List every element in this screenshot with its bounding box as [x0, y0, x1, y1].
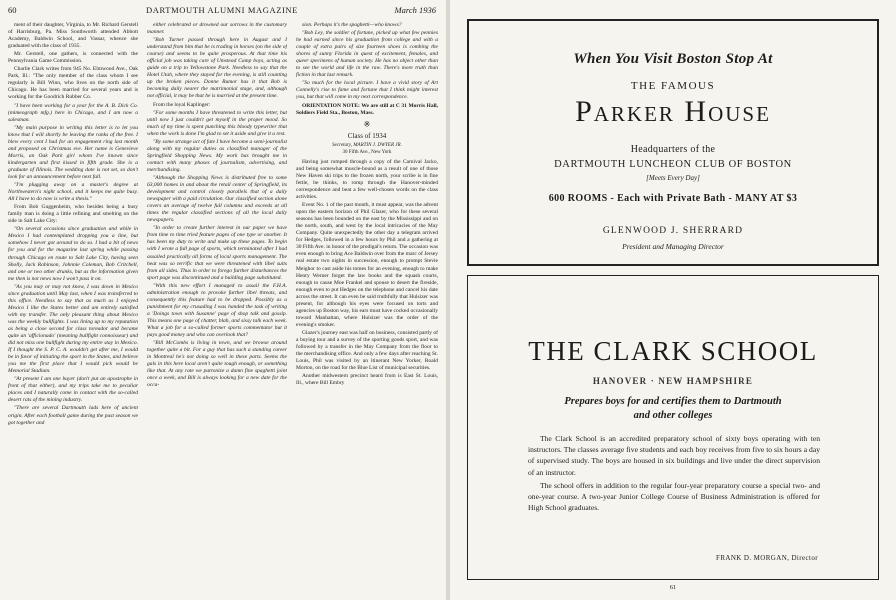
- article-paragraph: "Although the Shopping News is distributed free to some 63,000 homes in and about the retail center of Springfield, its development and control closely parallels that of a daily newspaper with a paid circulation. Our classified section alone covers an average of twelve full columns and exceeds at all times the regular classified sections of all the local daily newspapers.: [147, 174, 287, 224]
- text-column-3: [296, 22, 438, 596]
- article-paragraph: "For some months I have threatened to write this letter, but until now I just couldn't get myself in the proper mood. So much of my time is spent punching this bloody typewriter that when the work is done I'm glad to set it aside and give it a rest.: [147, 109, 287, 137]
- article-paragraph: sion. Perhaps it's the spaghetti—who knows?: [302, 22, 402, 28]
- article-paragraph: Secretary, MARTIN J. DWYER JR.: [332, 142, 402, 148]
- school-name: THE CLARK SCHOOL: [528, 336, 818, 366]
- article-paragraph: "At present I am one buyer (don't put an apostrophe in front of that either), and my trips take me to peculiar places and I naturally come in contact with the so-called desert rats of the mining industry.: [8, 376, 138, 404]
- article-paragraph: From Bob Guggenheim, who besides being a busy family man is doing a little refining and smelting on the side in Salt Lake City:: [8, 204, 138, 225]
- right-page: [450, 0, 896, 600]
- article-paragraph: Glazer's journey east was half on business, consisted partly of a buying tour and a survey of the sporting goods sport, and was followed by a transfer in the May Company from the floor to the merchandising office. And only a few days after reaching St. Louis, Phil was visited by an itinerant New Yorker, Roald Morton, on the road for the Blue List of municipal securities.: [296, 329, 438, 372]
- article-paragraph: "There are several Dartmouth lads here of ancient origin. After each football game during the past season we got together and: [8, 405, 138, 426]
- manager-name: GLENWOOD J. SHERRARD: [602, 226, 744, 236]
- article-paragraph: "With this new effort I managed to assail the F.H.A. administration enough to provoke further libel threats, and consequently this feature had to be dropped. Possibly as a punishment for my crusading I was handed the task of writing a 'Doings town with Susanne' page of shop talk and gossip. This means one page of chatter, blah, and sissy talk each week. What a job for a so-called former sports commentator but it pays good money and who can overlook that?: [147, 282, 287, 339]
- running-head: [8, 5, 436, 19]
- article-paragraph: "By some strange act of fate I have become a semi-journalist along with my regular duties as classified manager of the Springfield Shopping News. My work has brought me in contact with many phases of journalism, advertising, and merchandising.: [147, 138, 287, 173]
- text-column-1: [8, 22, 138, 596]
- school-tagline-2: and other colleges: [633, 410, 713, 421]
- school-paragraph-2: The school offers in addition to the regular four-year preparatory course a special two- and one-year course. A two-year Junior College Course of Business Administration is offered for High School graduates.: [528, 480, 820, 513]
- ad-the-famous: THE FAMOUS: [630, 80, 716, 92]
- clark-school-ad: [467, 275, 879, 580]
- article-paragraph: "I'm plugging away on a master's degree at Northwestern's night school, and it keeps me quite busy. All I have to do now is write a thesis.": [8, 182, 138, 203]
- school-director: FRANK D. MORGAN, Director: [716, 554, 818, 562]
- article-paragraph: Mr. Gerstell, one gathers, is connected with the Pennsylvania Game Commission.: [8, 51, 138, 65]
- article-paragraph: 30 Fifth Ave., New York: [342, 149, 392, 155]
- article-paragraph: Event No. 1 of the past month, it must appear, was the advent upon the eastern horizon of Phil Glazer, who for these several seasons has been bounded on the east by the Mississippi and on the north, south, and west by the local intricacies of the May Company. Quite unexpectedly the other day a telegram arrived for Hedges, followed in a few hours by Phil and a gathering at 30 Fifth Ave. in honor of the prodigal's return. The occasion was even enough to bring Ace Baldwin over from the marc of Jersey real estate two nights in succession, enough to prompt Stevie Meighor to cast aside his tomes for an evening, enough to make Henry Werner forget the law books and the squash courts, enough to cause Moe Frankel and spouse to desert the fireside, enough even to put Hedges on the telephone and cancel his date across the street. It can even be said truthfully that Hulsizer was present, for although his eyes were focused on torts and agencies up Boston way, his ears must have cocked occasionally toward Manhattan, where Hulsizer was the order of the evening's smoker.: [296, 202, 438, 328]
- article-paragraph: Class of 1934: [347, 131, 387, 140]
- left-page: [0, 0, 446, 600]
- ad-headline: When You Visit Boston Stop At: [573, 51, 773, 67]
- article-paragraph: "My main purpose in writing this letter is to let you know that I will shortly be leaving the ranks of the free. I blew every cent I had for an engagement ring last month and proposed on Christmas eve. Her name is Genevieve Morris, an Oak Park girl whom I've known since kindergarten and first kissed in fifth grade. She is a graduate of Illinois. The wedding date is not set, so don't look for an announcement before next fall.: [8, 124, 138, 180]
- issue-date: March 1936: [394, 5, 436, 15]
- page-number: 60: [8, 5, 17, 15]
- article-paragraph: "Bob Ley, the soldier of fortune, picked up what few pennies he had earned since his graduation from college and with a couple of extra pairs of size fourteen shoes is combing the shores of sunny Florida in quest of excitement, females, and queer specimens of human society. He has no object other than to see the world and life in the raw. There's more truth than fiction in that last remark.: [296, 30, 438, 79]
- manager-title: President and Managing Director: [622, 242, 724, 251]
- article-paragraph: "So much for the local picture. I have a vivid story of Art Connelly's rise to fame and fortune that I think might interest you, but that will come in my next correspondence.: [296, 80, 438, 101]
- article-paragraph: ment of their daughter, Virginia, to Mr. Richard Gerstell of Harrisburg, Pa. Miss Southworth attended Abbott Academy, Baldwin School, and Vassar, whence she graduated with the class of 1935.: [8, 22, 138, 50]
- article-paragraph: "As you may or may not know, I was down in Mexico since graduation until May last, when I was transferred to this office. Needless to say that as much as I enjoyed Mexico I like the States better and am entirely satisfied with my transfer. The only pleasant thing about Mexico was the weekly bullfights. I was lining up to my reputation as being a close second for class toreador and became quite an 'afficionado' (meaning bullfight connoisseur) and did not miss one bullfight during my entire stay in Mexico. If I thought the S. P. C. A. wouldn't get after me, I would be in favor of initiating the sport in the States, and believe you me the first place that I would pick would be Memorial Stadium.: [8, 283, 138, 375]
- magazine-title: DARTMOUTH ALUMNI MAGAZINE: [146, 5, 298, 15]
- article-paragraph: Another midwestern precinct heard from is East St. Louis, Ill., where Bill Embry: [296, 373, 438, 387]
- school-paragraph-1: The Clark School is an accredited preparatory school of sixty boys operating with ten instructors. The classes average five students and each boy receives from five to six hours a day of supervised study. The boys are housed in six buildings and live under the direct supervision of an instructor.: [528, 434, 820, 477]
- article-paragraph: From the loyal Kaplinger:: [153, 101, 211, 108]
- article-paragraph: "I have been working for a year for the A. B. Dick Co. (mimeograph mfg.) here in Chicago, and I am now a salesman.: [8, 102, 138, 123]
- meets-note: [Meets Every Day]: [646, 174, 700, 182]
- rooms-line: 600 ROOMS - Each with Private Bath - MANY AT $3: [548, 193, 798, 204]
- article-paragraph: "Bob Turner passed through here in August and I understand from him that he is trading in horses (on the side of course) and seems to be quite prosperous. At that time his official job was taking care of Umstead Camp boys, acting as guide on a trip to Yellowstone Park. Needless to say that the Hotel Utah, where they stayed for the evening, is still counting up the broken pieces. Donne Rumor has it that Bob is becoming daily nearer the matrimonial stage, and, although not official, it may be that he is married at the present time.: [147, 37, 287, 100]
- page-number-right: 61: [669, 584, 677, 591]
- headquarters-line: Headquarters of the: [630, 144, 716, 155]
- article-paragraph: "Bill McCombs is living in town, and we browse around together quite a bit. For a guy that has such a standing career in Montreal he's not doing so well in these parts. Seems the gals in this here local aren't quite tough enough, or something like that. At any rate we patronize a damn fine spaghetti joint once a week, and Bill is always looking for a new date for the occa-: [147, 340, 287, 389]
- club-name: DARTMOUTH LUNCHEON CLUB OF BOSTON: [554, 159, 792, 170]
- article-paragraph: "On several occasions since graduation and while in Mexico I had contemplated dropping you a line, but somehow I never got around to do so. I had a bit of news for you and for the magazine last spring while passing through Chicago en route to Salt Lake City, having seen Sholly, Jack Robinson, Johnnie Coleman, Bob Critchell, and one or two other drunks, but as the information given me then is not news now I won't pass it on.: [8, 226, 138, 282]
- text-column-2: [147, 22, 287, 596]
- article-paragraph: ORIENTATION NOTE: We are still at C 31 Morris Hall, Soldiers Field Sta., Boston, Mass.: [296, 102, 438, 116]
- article-paragraph: either celebrated or drowned our sorrows in the customary manner.: [147, 22, 287, 36]
- article-paragraph: "In order to create further interest in our paper we have from time to time tried feature pages of one type or another. It has been my duty to write and make up these pages. To begin with I wrote a full page of sports, which terminated after I had assailed practically all forms of local sports management. The heat was so terrific that we were threatened with libel suits from all sides. Thus in order to forego further disturbances the sport page was discontinued and a building page substituted.: [147, 225, 287, 281]
- article-paragraph: Charlie Clark writes from 945 No. Elmwood Ave., Oak Park, Ill.: "The only member of the class whom I see regularly is Bill Winn, who lives on the north side of Chicago. He has been married for several years and is working for the Goodrich Rubber Co.: [8, 66, 138, 101]
- article-paragraph: Having just romped through a copy of the Carnival Jacko, and being somewhat muscle-bound as a result of one of those New Haven ski trips to the frozen north, your scribe is in fine fettle, be thinks, to romp through the Hanover-minded correspondence and beat a few well-chosen words on the class activities.: [296, 158, 438, 201]
- school-description: [528, 433, 820, 515]
- school-tagline-1: Prepares boys for and certifies them to Dartmouth: [564, 396, 782, 407]
- parker-house-ad: [467, 19, 879, 266]
- article-paragraph: ※: [363, 119, 371, 129]
- school-location: HANOVER · NEW HAMPSHIRE: [592, 376, 754, 386]
- hotel-name: Parker House: [575, 95, 771, 128]
